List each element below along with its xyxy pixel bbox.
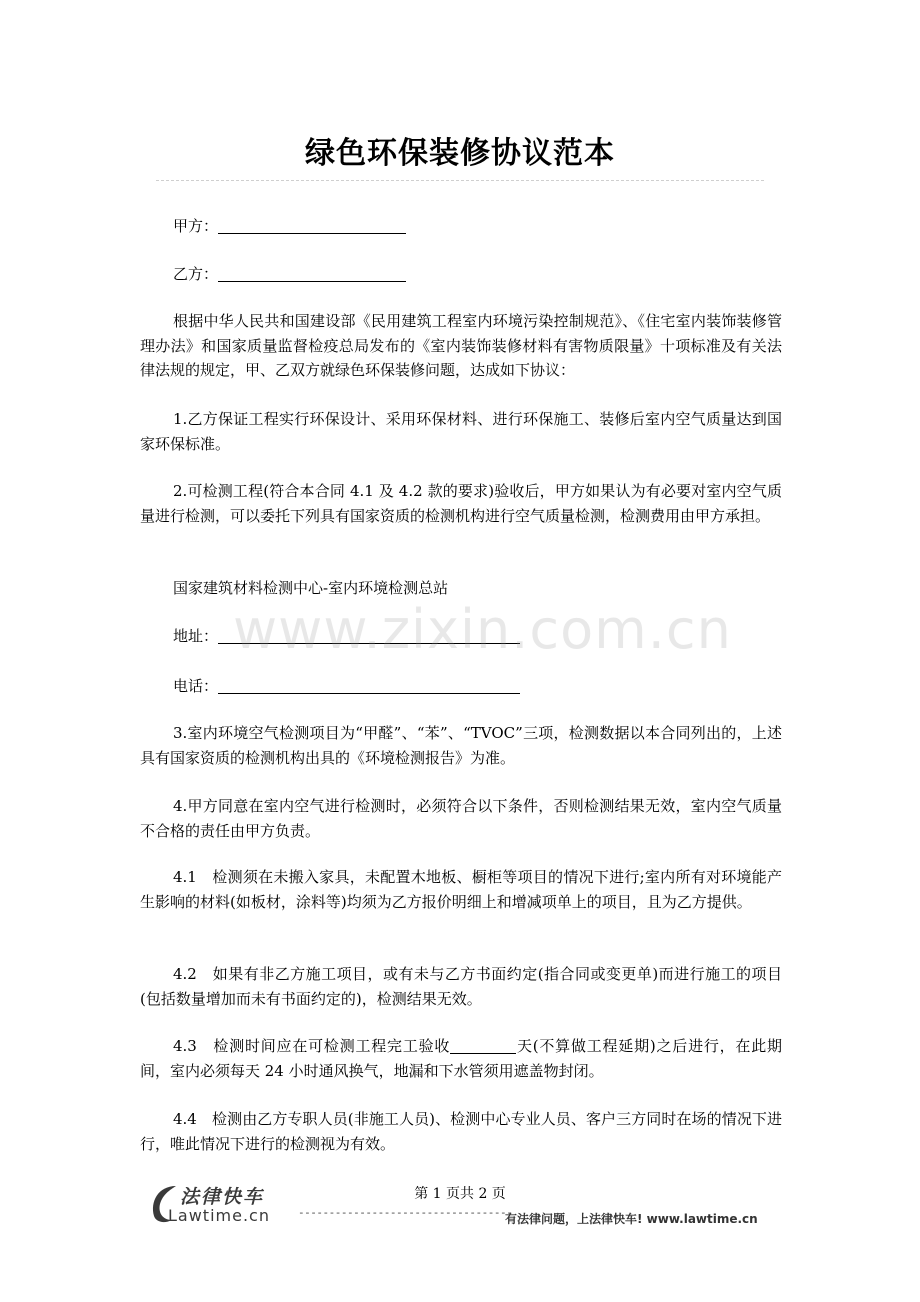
logo-english: Lawtime.cn xyxy=(168,1206,270,1225)
clause-4-3-days-blank[interactable] xyxy=(450,1037,516,1054)
agency-name: 国家建筑材料检测中心-室内环境检测总站 xyxy=(173,579,449,597)
title-divider xyxy=(156,180,764,181)
party-b-line xyxy=(173,262,406,286)
phone-blank[interactable] xyxy=(218,677,520,694)
address-label: 地址： xyxy=(173,627,219,645)
party-b-blank[interactable] xyxy=(218,265,406,282)
footer-dashes: ----------------------------------- xyxy=(298,1206,513,1219)
party-a-blank[interactable] xyxy=(218,217,406,234)
party-a-line xyxy=(173,214,406,238)
clause-4-3 xyxy=(140,1034,782,1083)
clause-2: 2.可检测工程(符合本合同 4.1 及 4.2 款的要求)验收后，甲方如果认为有必要对室内空气质量进行检测，可以委托下列具有国家资质的检测机构进行空气质量检测，检测费用由甲方承担。 xyxy=(140,482,782,525)
document-title: 绿色环保装修协议范本 xyxy=(305,136,615,171)
clause-4: 4.甲方同意在室内空气进行检测时，必须符合以下条件，否则检测结果无效，室内空气质量不合格的责任由甲方负责。 xyxy=(140,797,782,840)
party-a-label: 甲方： xyxy=(173,217,219,235)
party-b-label: 乙方： xyxy=(173,265,219,283)
clause-3: 3.室内环境空气检测项目为“甲醛”、“苯”、“TVOC”三项，检测数据以本合同列出的，上述具有国家资质的检测机构出具的《环境检测报告》为准。 xyxy=(140,724,782,767)
footer-slogan: 有法律问题，上法律快车! www.lawtime.cn xyxy=(505,1212,758,1226)
watermark: www.zixin.com.cn xyxy=(233,598,732,661)
logo-chinese: 法律快车 xyxy=(180,1186,265,1208)
clause-4-3-text-after: 天(不算做工程延期)之后进行，在此期间，室内必须每天 24 小时通风换气，地漏和下水管须用遮盖物封闭。 xyxy=(140,1037,782,1080)
clause-4-2: 4.2 如果有非乙方施工项目，或有未与乙方书面约定(指合同或变更单)而进行施工的项目(包括数量增加而未有书面约定的)，检测结果无效。 xyxy=(140,965,782,1008)
clause-1: 1.乙方保证工程实行环保设计、采用环保材料、进行环保施工、装修后室内空气质量达到国家环保标准。 xyxy=(140,410,782,453)
phone-label: 电话： xyxy=(173,677,219,695)
phone-line xyxy=(173,674,520,698)
intro-paragraph: 根据中华人民共和国建设部《民用建筑工程室内环境污染控制规范》、《住宅室内装饰装修管理办法》和国家质量监督检疫总局发布的《室内装饰装修材料有害物质限量》十项标准及有关法律法规的规定，甲、乙双方就绿色环保装修问题，达成如下协议： xyxy=(140,312,782,379)
clause-4-3-text-before: 4.3 检测时间应在可检测工程完工验收 xyxy=(173,1037,451,1055)
page-number: 第 1 页共 2 页 xyxy=(414,1186,506,1202)
clause-4-4: 4.4 检测由乙方专职人员(非施工人员)、检测中心专业人员、客户三方同时在场的情况下进行，唯此情况下进行的检测视为有效。 xyxy=(140,1110,782,1153)
clause-4-1: 4.1 检测须在未搬入家具，未配置木地板、橱柜等项目的情况下进行;室内所有对环境能产生影响的材料(如板材，涂料等)均须为乙方报价明细上和增减项单上的项目，且为乙方提供。 xyxy=(140,868,782,911)
